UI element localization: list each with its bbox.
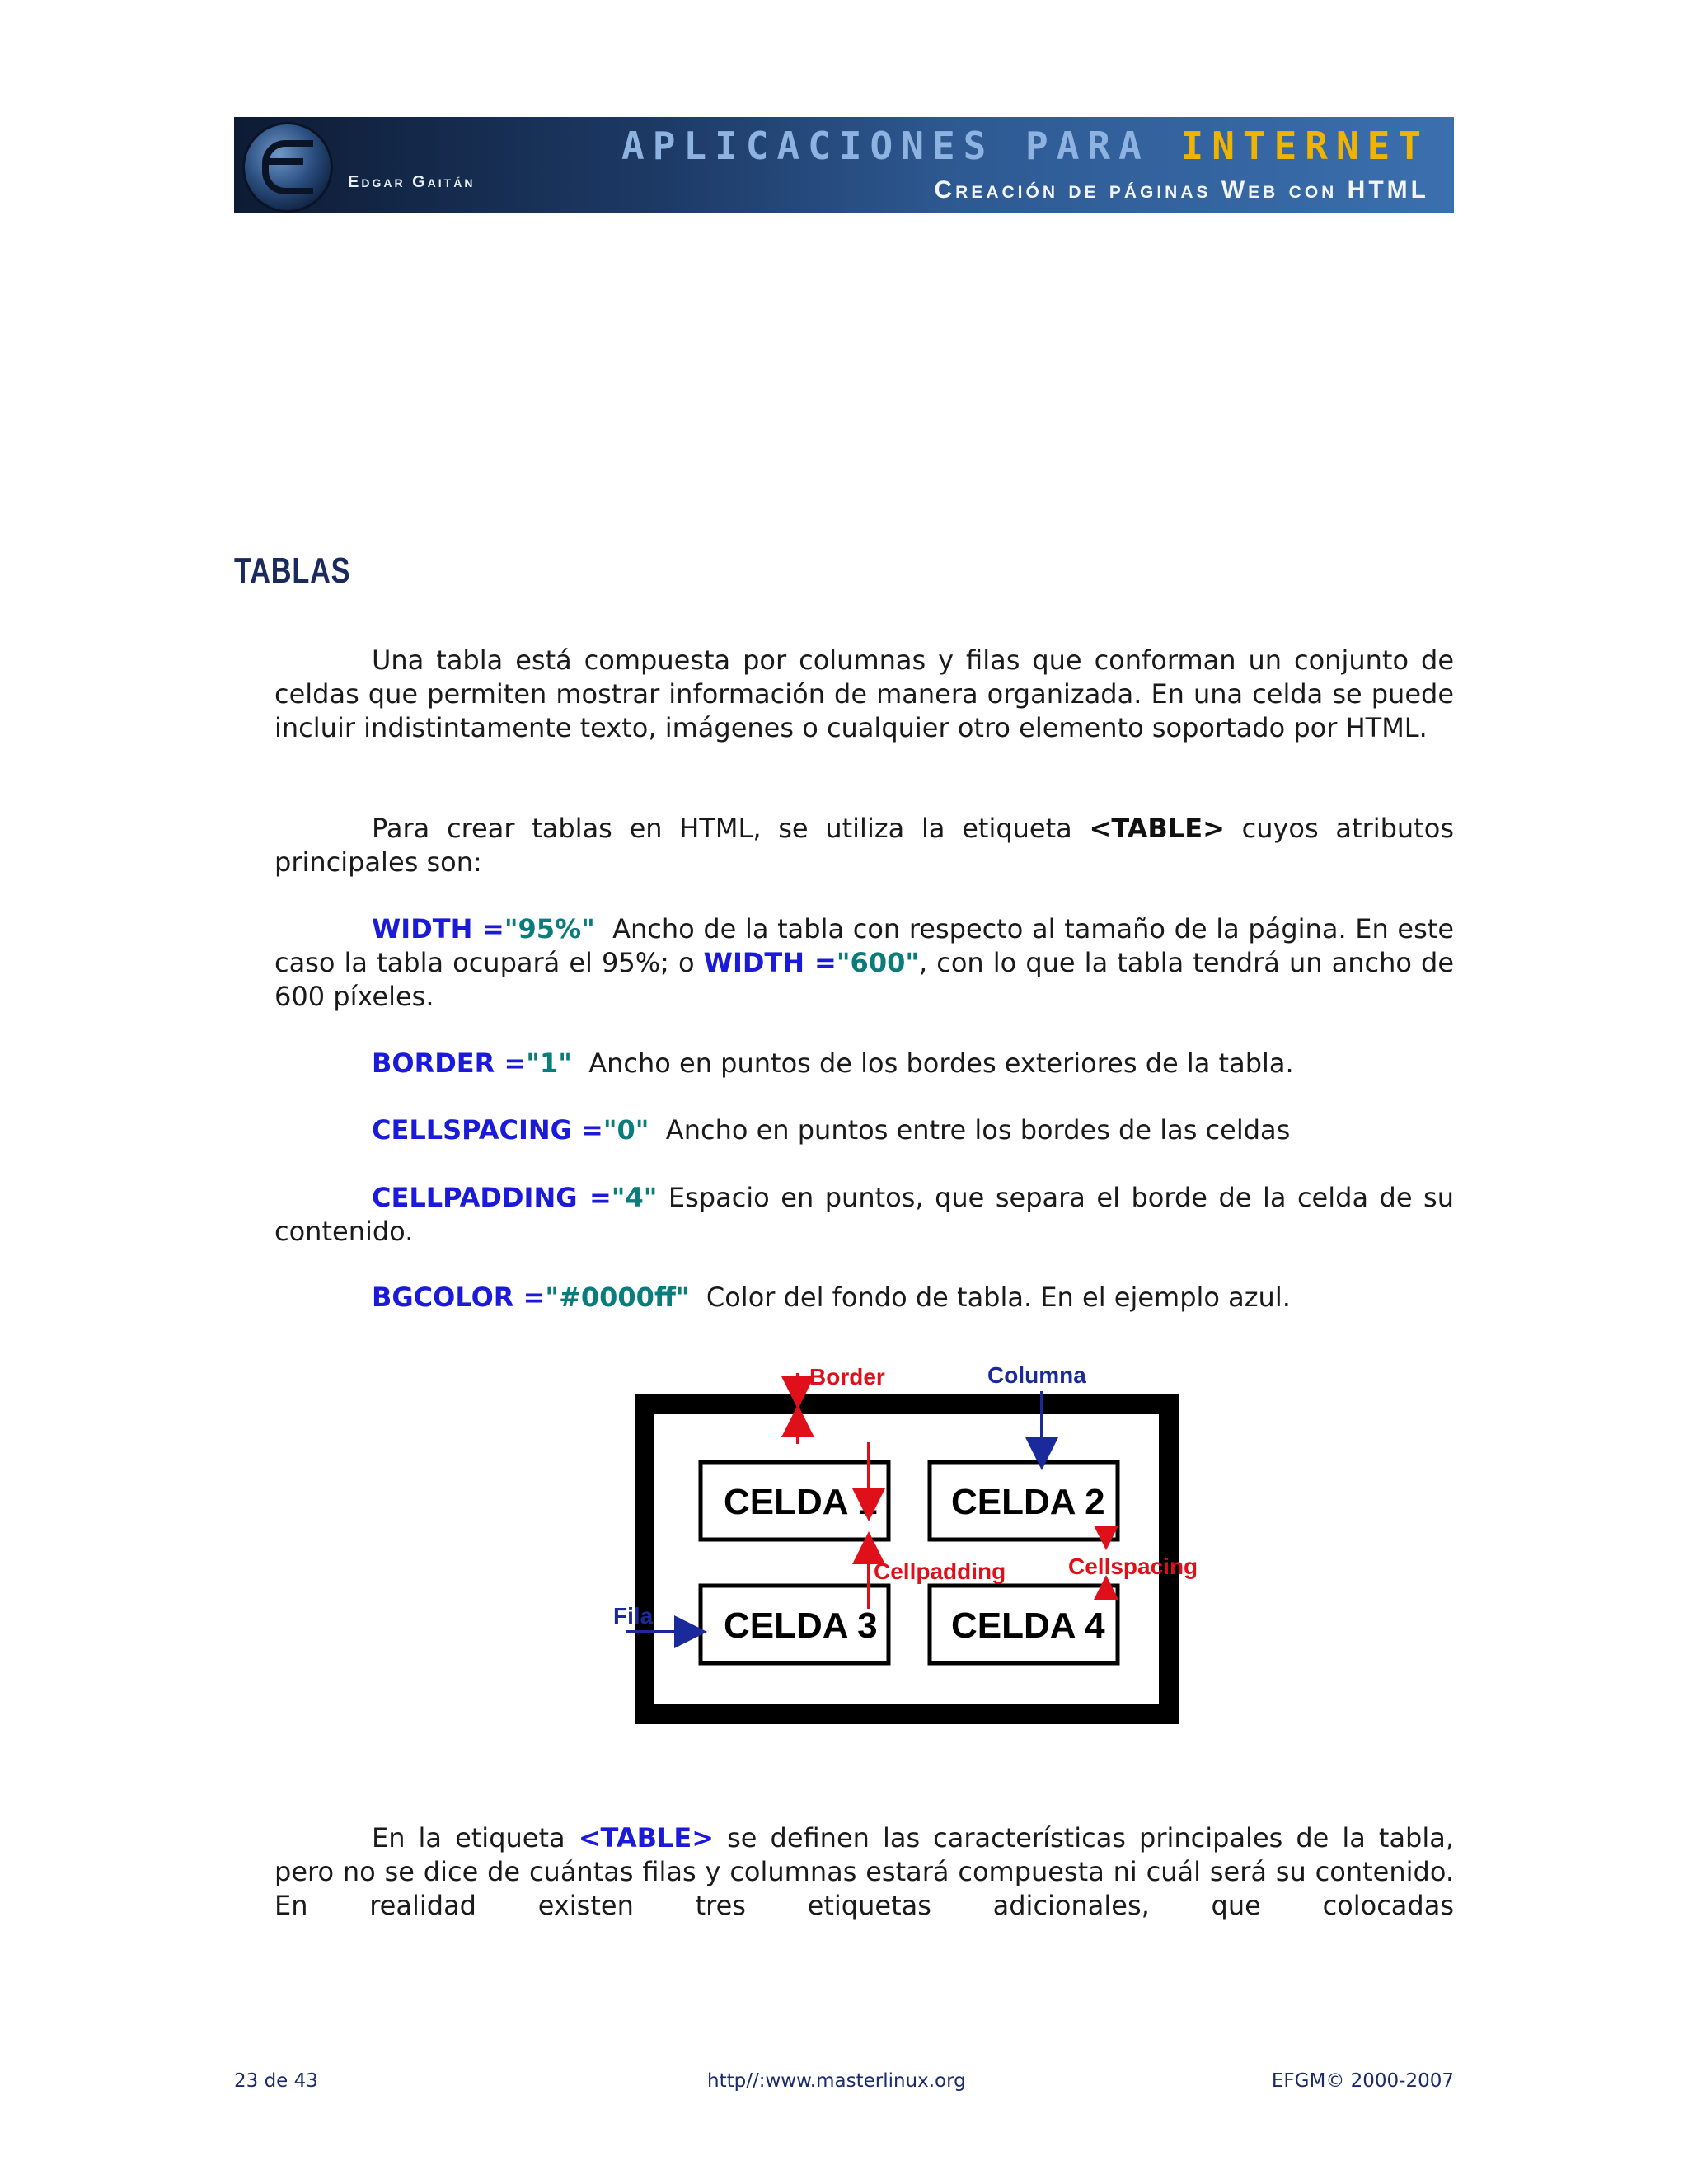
table-diagram	[602, 1352, 1228, 1731]
border-paragraph	[274, 1047, 1454, 1080]
p2-text-b: cuyos atributos principales son:	[274, 813, 1454, 878]
header-banner	[234, 117, 1454, 213]
closing-paragraph	[274, 1821, 1454, 1923]
table-tag-paragraph	[274, 812, 1454, 879]
cellpadding-value: "4"	[611, 1182, 658, 1213]
cellspacing-label: Cellspacing	[1068, 1554, 1198, 1579]
cellpadding-paragraph	[274, 1181, 1454, 1249]
logo-e-mark	[262, 140, 313, 194]
cell-4-label: CELDA 4	[951, 1605, 1105, 1646]
intro-paragraph: Una tabla está compuesta por columnas y filas que conforman un conjunto de celdas que permiten mostrar información de manera organizada. En una celda se puede incluir indistintamente texto, imágenes o cualquier otro elemento soportado por HTML.	[274, 644, 1454, 743]
p8-text-b: se definen las características principales de la tabla, pero no se dice de cuántas filas y columnas estará compuesta ni cuál será su contenido. En realidad existen tres etiquetas adicionales, que colocadas	[274, 1822, 1455, 1921]
cellspacing-paragraph	[274, 1113, 1454, 1147]
bgcolor-keyword: BGCOLOR =	[372, 1282, 546, 1313]
footer-url: http//:www.masterlinux.org	[707, 2070, 966, 2092]
width-description: Ancho de la tabla con respecto al tamaño de la página. En este caso la tabla ocupará el 95%; o	[274, 913, 1455, 978]
table-tag: <TABLE>	[1089, 813, 1225, 844]
cell-2-label: CELDA 2	[951, 1482, 1105, 1522]
cellpadding-keyword: CELLPADDING =	[372, 1182, 612, 1213]
cellpadding-label: Cellpadding	[874, 1558, 1006, 1584]
section-title: TABLAS	[234, 551, 351, 591]
width-value: "95%"	[504, 913, 595, 944]
width-description-2: , con lo que la tabla tendrá un ancho de 600 píxeles.	[274, 947, 1455, 1012]
logo-e-bar	[267, 158, 303, 165]
banner-author: Edgar Gaitán	[348, 173, 476, 191]
border-description: Ancho en puntos de los bordes exteriores de la tabla.	[588, 1047, 1294, 1079]
width-keyword-2: WIDTH =	[703, 947, 837, 978]
p8-table-tag: <TABLE>	[578, 1822, 715, 1854]
width-keyword: WIDTH =	[372, 913, 504, 944]
bgcolor-value: "#0000ff"	[545, 1282, 690, 1313]
footer-copyright: EFGM© 2000-2007	[1271, 2070, 1454, 2092]
border-label: Border	[809, 1364, 885, 1390]
banner-subtitle: Creación de páginas Web con HTML	[934, 176, 1429, 204]
footer-page-number: 23 de 43	[234, 2070, 318, 2092]
border-keyword: BORDER =	[372, 1047, 527, 1079]
p2-text-a: Para crear tablas en HTML, se utiliza la etiqueta	[372, 813, 1072, 844]
p8-text-a: En la etiqueta	[372, 1822, 565, 1854]
width-paragraph	[274, 912, 1454, 1014]
cellspacing-description: Ancho en puntos entre los bordes de las celdas	[665, 1114, 1291, 1146]
columna-label: Columna	[987, 1362, 1086, 1388]
cellspacing-value: "0"	[603, 1114, 649, 1146]
bgcolor-paragraph	[274, 1281, 1454, 1315]
cellpadding-description: Espacio en puntos, que separa el borde de la celda de su contenido.	[274, 1182, 1454, 1247]
cell-1-label: CELDA 1	[724, 1482, 878, 1522]
fila-label: Fila	[613, 1603, 654, 1629]
bgcolor-description: Color del fondo de tabla. En el ejemplo azul.	[706, 1282, 1291, 1313]
cell-3-label: CELDA 3	[724, 1605, 878, 1646]
border-value: "1"	[526, 1047, 572, 1079]
width-value-2: "600"	[836, 947, 920, 978]
banner-title-part2: INTERNET	[1180, 124, 1430, 168]
banner-title	[621, 124, 1429, 168]
cellspacing-keyword: CELLSPACING =	[372, 1114, 603, 1146]
banner-title-part1: APLICACIONES PARA	[621, 124, 1150, 168]
